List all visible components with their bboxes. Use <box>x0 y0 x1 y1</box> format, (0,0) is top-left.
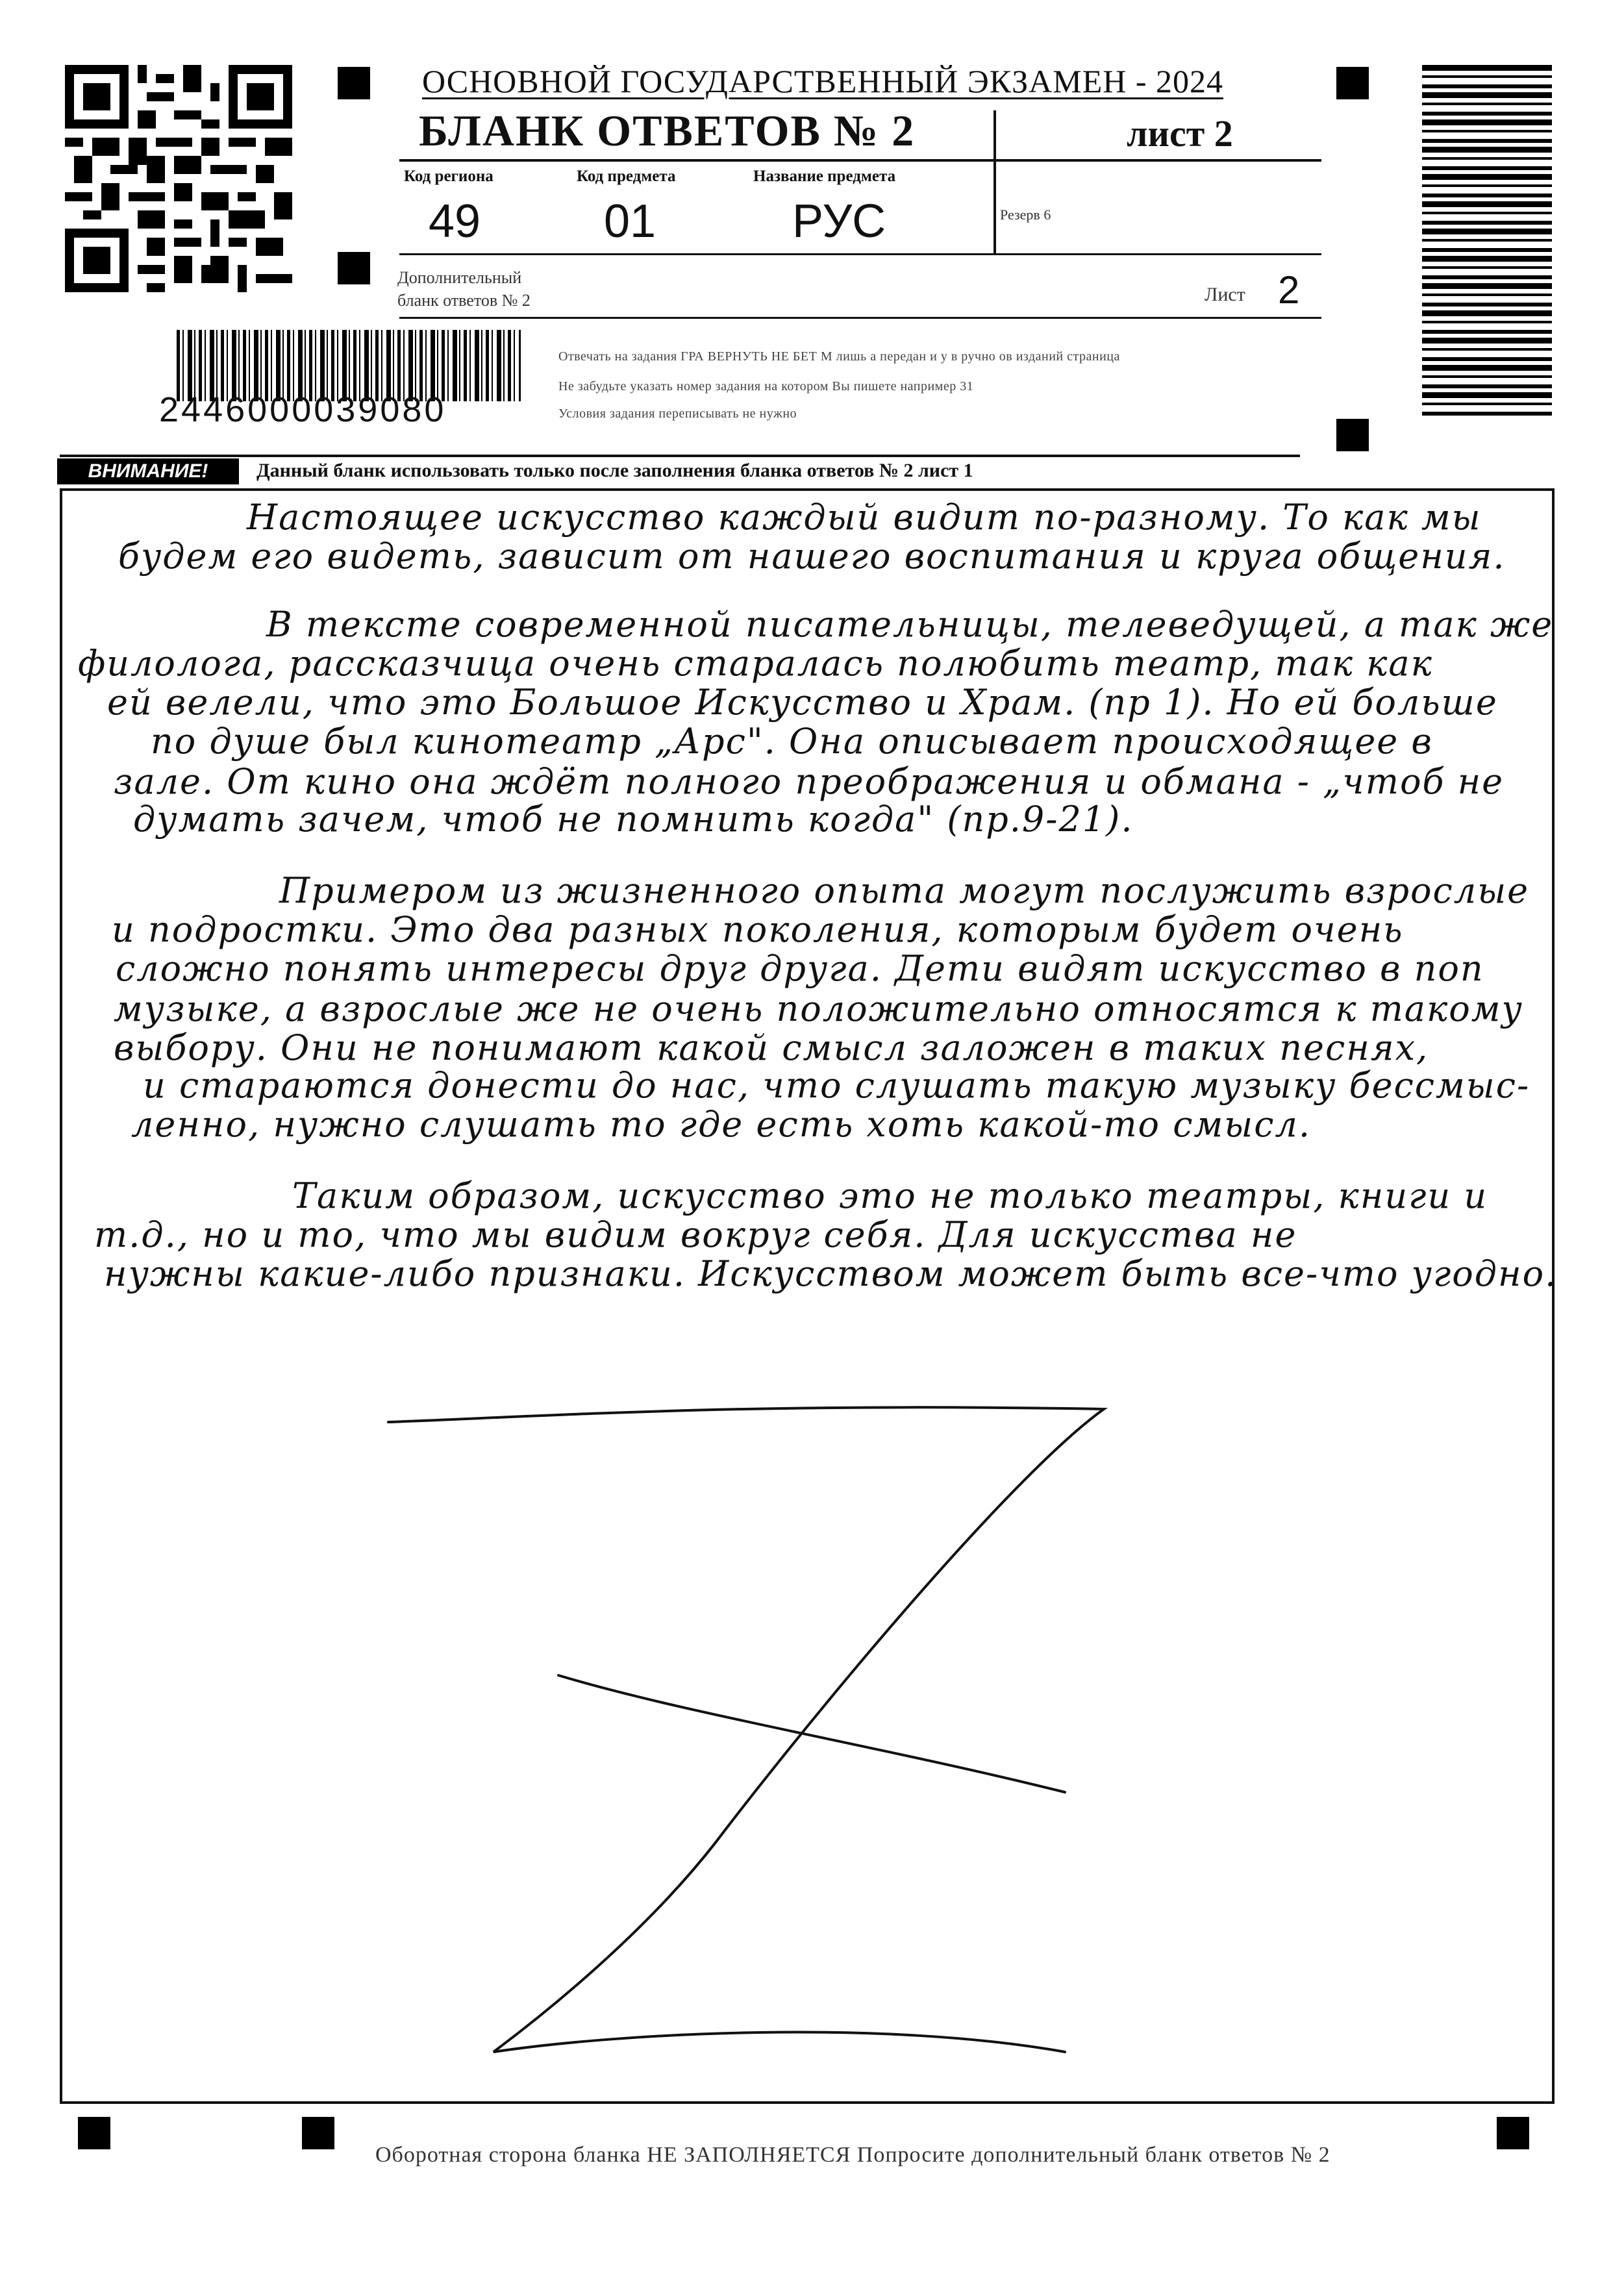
subject-name-value: РУС <box>792 195 886 247</box>
registration-marker <box>78 2117 110 2149</box>
instruction-line: Не забудьте указать номер задания на котором Вы пишете например 31 <box>558 379 974 394</box>
answer-line: и подростки. Это два разных поколения, которым будет очень <box>112 909 1404 950</box>
instruction-line: Условия задания переписывать не нужно <box>558 406 797 421</box>
answer-line: по душе был кинотеатр „Арс". Она описывает происходящее в <box>151 721 1433 762</box>
answer-line: филолога, рассказчица очень старалась полюбить театр, так как <box>78 643 1433 684</box>
registration-marker <box>1497 2117 1529 2149</box>
list-value: 2 <box>1278 268 1300 312</box>
reserve-field: Резерв 6 <box>1000 206 1051 223</box>
sheet-label: лист 2 <box>1127 112 1233 155</box>
side-barcode <box>1422 65 1552 416</box>
header-divider <box>399 159 1321 162</box>
answer-line: выбору. Они не понимают какой смысл заложен в таких песнях, <box>114 1027 1429 1068</box>
subject-name-label: Название предмета <box>753 168 896 185</box>
header-divider <box>60 455 1300 457</box>
footer-note: Оборотная сторона бланка НЕ ЗАПОЛНЯЕТСЯ Попросите дополнительный бланк ответов № 2 <box>375 2143 1330 2167</box>
additional-label: Дополнительный <box>397 268 522 287</box>
answer-line: ленно, нужно слушать то где есть хоть какой-то смысл. <box>131 1104 1312 1145</box>
registration-marker <box>302 2117 334 2149</box>
warning-text: Данный бланк использовать только после заполнения бланка ответов № 2 лист 1 <box>256 460 973 481</box>
additional-label: бланк ответов № 2 <box>397 291 531 310</box>
warning-badge: ВНИМАНИЕ! <box>57 458 239 484</box>
registration-marker <box>1336 419 1369 451</box>
answer-line: музыке, а взрослые же не очень положительно относятся к такому <box>114 988 1523 1029</box>
z-strike-mark <box>364 1351 1143 2091</box>
list-label: Лист <box>1205 284 1245 305</box>
answer-line: думать зачем, чтоб не помнить когда" (пр.9-21). <box>133 799 1134 840</box>
registration-marker <box>1336 67 1369 99</box>
answer-line: зале. От кино она ждёт полного преображения и обмана - „чтоб не <box>114 761 1505 802</box>
answer-line: будем его видеть, зависит от нашего воспитания и круга общения. <box>118 536 1506 577</box>
answer-line: ей велели, что это Большое Искусство и Храм. (пр 1). Но ей больше <box>107 682 1498 723</box>
header-divider <box>993 110 996 253</box>
answer-line: Примером из жизненного опыта могут послужить взрослые <box>279 870 1530 911</box>
region-label: Код региона <box>404 168 493 185</box>
qr-code <box>65 65 292 292</box>
blank-title: БЛАНК ОТВЕТОВ № 2 <box>419 106 916 155</box>
registration-marker <box>338 252 370 284</box>
answer-line: Таким образом, искусство это не только театры, книги и <box>292 1175 1488 1216</box>
barcode-number: 2446000039080 <box>159 390 447 429</box>
answer-line: В тексте современной писательницы, телеведущей, а так же <box>266 604 1554 645</box>
instruction-line: Отвечать на задания ГРА ВЕРНУТЬ НЕ БЕТ М лишь а передан и у в ручно ов изданий страница <box>558 349 1120 364</box>
subject-code-value: 01 <box>604 195 656 247</box>
answer-line: и стараются донести до нас, что слушать такую музыку бессмыс- <box>143 1065 1530 1106</box>
exam-title: ОСНОВНОЙ ГОСУДАРСТВЕННЫЙ ЭКЗАМЕН - 2024 <box>422 63 1223 99</box>
header-divider <box>399 253 1321 255</box>
region-value: 49 <box>429 195 481 247</box>
subject-code-label: Код предмета <box>577 168 676 185</box>
answer-line: Настоящее искусство каждый видит по-разному. То как мы <box>247 497 1482 538</box>
answer-line: т.д., но и то, что мы видим вокруг себя. Для искусства не <box>94 1214 1297 1255</box>
answer-line: сложно понять интересы друг друга. Дети видят искусство в поп <box>116 948 1484 989</box>
header-divider <box>399 317 1321 319</box>
registration-marker <box>338 67 370 99</box>
answer-line: нужны какие-либо признаки. Искусством может быть все-что угодно. <box>104 1253 1558 1294</box>
